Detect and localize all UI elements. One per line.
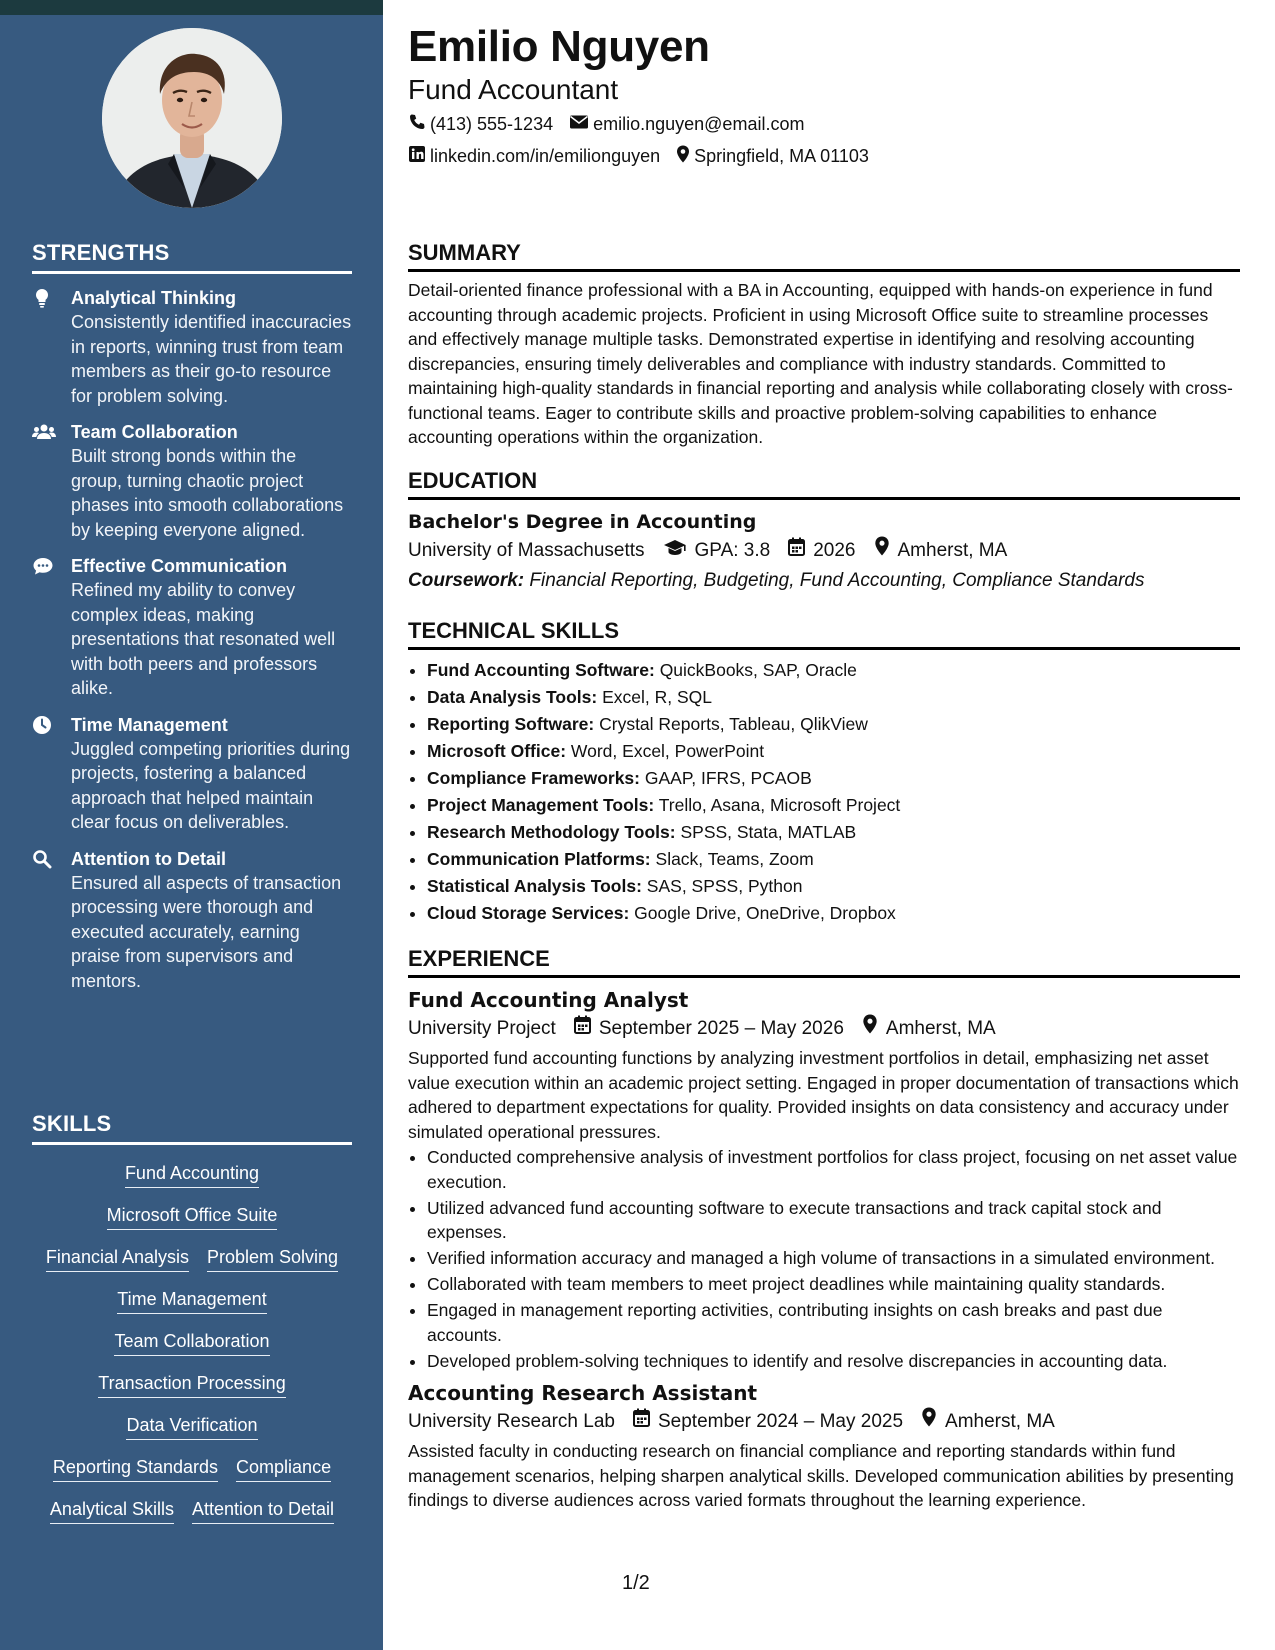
skill-category: Cloud Storage Services: (427, 903, 630, 923)
strength-item (32, 286, 352, 408)
map-pin-icon (862, 1014, 886, 1044)
avatar (102, 28, 282, 208)
strength-item (32, 420, 352, 542)
phone-contact[interactable] (408, 113, 553, 136)
strengths-heading: STRENGTHS (32, 240, 352, 274)
location-text: Amherst, MA (945, 1411, 1055, 1432)
skill-tag: Problem Solving (207, 1245, 338, 1272)
map-pin-icon (921, 1407, 945, 1437)
coursework-label: Coursework: (408, 570, 525, 591)
list-item (427, 846, 1240, 873)
skill-category: Reporting Software: (427, 714, 595, 734)
skills-list (32, 1145, 352, 1524)
coursework-text: Financial Reporting, Budgeting, Fund Accounting, Compliance Standards (529, 570, 1145, 591)
strength-title: Time Management (71, 714, 228, 735)
strength-description: Built strong bonds within the group, turning chaotic project phases into smooth collaborations by keeping everyone aligned. (71, 446, 344, 540)
dates-text: September 2024 – May 2025 (657, 1411, 904, 1432)
list-item: • Developed problem-solving techniques to identify and resolve discrepancies in accounting data. (427, 1349, 1240, 1374)
linkedin-icon (408, 145, 430, 168)
list-item (427, 792, 1240, 819)
list-item: • Engaged in management reporting activities, contributing insights on cash breaks and past due accounts. (427, 1298, 1240, 1347)
year-text: 2026 (813, 540, 856, 561)
technical-skills-heading: TECHNICAL SKILLS (408, 618, 1240, 650)
strength-title: Attention to Detail (71, 848, 226, 869)
page-number: 1/2 (622, 1572, 650, 1594)
list-item (427, 711, 1240, 738)
skill-values: Trello, Asana, Microsoft Project (658, 795, 901, 815)
search-icon (32, 849, 54, 869)
list-item (427, 819, 1240, 846)
location-contact (676, 145, 869, 168)
job-description: Assisted faculty in conducting research on financial compliance and reporting standards within fund management scenarios, helping sharpen analytical skills. Developed communication abilities by presenting findings to diverse audiences across varied formats throughout the learning experience. (408, 1441, 1234, 1510)
strengths-section (32, 240, 352, 993)
education-location (874, 536, 1008, 566)
strength-description: Refined my ability to convey complex ideas, making presentations that resonated well with both peers and professors alike. (71, 580, 336, 698)
job-title: Accounting Research Assistant (408, 1381, 758, 1405)
strength-title: Effective Communication (71, 556, 288, 576)
summary-heading: SUMMARY (408, 240, 1240, 272)
users-icon (32, 422, 54, 442)
coursework (408, 566, 1240, 596)
skill-category: Fund Accounting Software: (427, 660, 655, 680)
strength-item (32, 554, 352, 701)
experience-heading: EXPERIENCE (408, 946, 1240, 978)
email-contact[interactable] (569, 114, 804, 135)
summary-section (408, 240, 1240, 450)
strength-description: Consistently identified inaccuracies in reports, winning trust from team members as their go-to resource for problem solving. (71, 312, 352, 406)
skill-tag: Financial Analysis (46, 1245, 189, 1272)
strength-title: Team Collaboration (71, 422, 238, 442)
clock-icon (32, 715, 54, 735)
contact-line-2 (408, 145, 885, 168)
skills-heading: SKILLS (32, 1111, 352, 1145)
skill-tag: Reporting Standards (53, 1455, 218, 1482)
skill-tag: Attention to Detail (192, 1497, 334, 1524)
skill-values: GAAP, IFRS, PCAOB (644, 768, 812, 788)
list-item: • Conducted comprehensive analysis of investment portfolios for class project, focusing on net asset value execution. (427, 1145, 1240, 1194)
job-location (921, 1407, 1055, 1437)
year-item (788, 536, 855, 566)
job-title: Fund Accounting Analyst (408, 988, 689, 1012)
job-location (862, 1014, 996, 1044)
job-meta (408, 1407, 1240, 1437)
skill-category: Communication Platforms: (427, 849, 651, 869)
strength-title: Analytical Thinking (71, 288, 237, 308)
skill-tag: Time Management (117, 1287, 266, 1314)
skill-values: Crystal Reports, Tableau, QlikView (599, 714, 868, 734)
location-text: Amherst, MA (897, 540, 1008, 561)
list-item: • Utilized advanced fund accounting software to execute transactions and track capital stock and expenses. (427, 1196, 1240, 1245)
calendar-icon (788, 536, 813, 566)
job-bullets (408, 1145, 1240, 1373)
chat-icon (32, 556, 54, 576)
linkedin-contact[interactable] (408, 145, 660, 168)
technical-skills-list (408, 657, 1240, 927)
skill-category: Research Methodology Tools: (427, 822, 676, 842)
sidebar-top-bar (0, 0, 383, 15)
education-section (408, 468, 1240, 596)
contact-line-1 (408, 113, 820, 136)
sidebar (0, 0, 383, 1650)
skill-tag: Analytical Skills (50, 1497, 174, 1524)
strength-description: Ensured all aspects of transaction processing were thorough and executed accurately, earning praise from supervisors and mentors. (71, 872, 342, 991)
skill-values: SPSS, Stata, MATLAB (680, 822, 857, 842)
job-org: University Project (408, 1018, 556, 1039)
skill-values: SAS, SPSS, Python (646, 876, 803, 896)
education-meta (408, 536, 1240, 566)
skill-values: Google Drive, OneDrive, Dropbox (634, 903, 896, 923)
list-item (427, 873, 1240, 900)
skill-category: Statistical Analysis Tools: (427, 876, 642, 896)
skill-values: Word, Excel, PowerPoint (570, 741, 765, 761)
map-pin-icon (874, 536, 898, 566)
skill-tag: Data Verification (126, 1413, 257, 1440)
list-item: • Verified information accuracy and managed a high volume of transactions in a simulated environment. (427, 1246, 1240, 1271)
skill-tag: Microsoft Office Suite (107, 1203, 278, 1230)
skill-tag: Compliance (236, 1455, 331, 1482)
location-text: Springfield, MA 01103 (694, 146, 869, 166)
strength-item (32, 847, 352, 994)
job-entry (408, 1379, 1240, 1513)
email-text: emilio.nguyen@email.com (593, 114, 805, 134)
skill-values: Slack, Teams, Zoom (655, 849, 814, 869)
job-title: Fund Accountant (408, 74, 619, 105)
degree-title: Bachelor's Degree in Accounting (408, 511, 757, 533)
school-name: University of Massachusetts (408, 540, 645, 561)
skill-category: Compliance Frameworks: (427, 768, 640, 788)
gpa-text: GPA: 3.8 (694, 540, 771, 561)
skills-section (32, 1111, 352, 1524)
gpa-item (663, 536, 771, 566)
list-item (427, 765, 1240, 792)
graduation-cap-icon (663, 536, 695, 566)
job-dates (574, 1014, 844, 1044)
experience-section (408, 946, 1240, 1513)
summary-text: Detail-oriented finance professional with a BA in Accounting, equipped with hands-on experience in fund accounting through academic projects. Proficient in using Microsoft Office suite to streamline processes and effectively manage multiple tasks. Demonstrated expertise in identifying and resolving accounting discrepancies, ensuring timely deliverables and compliance with industry standards. Committed to maintaining high-quality standards in financial reporting and analysis while collaborating closely with cross-functional teams. Eager to contribute skills and proactive problem-solving capabilities to enhance accounting operations within the organization. (408, 280, 1233, 447)
calendar-icon (633, 1407, 658, 1437)
skill-tag: Fund Accounting (125, 1161, 259, 1188)
job-entry (408, 986, 1240, 1373)
job-meta (408, 1014, 1240, 1044)
strength-item (32, 713, 352, 835)
list-item: • Collaborated with team members to meet project deadlines while maintaining quality standards. (427, 1272, 1240, 1297)
skill-values: Excel, R, SQL (602, 687, 712, 707)
candidate-name: Emilio Nguyen (408, 22, 710, 71)
skill-tag: Team Collaboration (114, 1329, 269, 1356)
technical-skills-section (408, 618, 1240, 927)
job-org: University Research Lab (408, 1411, 615, 1432)
phone-text: (413) 555-1234 (430, 114, 554, 134)
list-item (427, 738, 1240, 765)
envelope-icon (569, 114, 593, 135)
strength-description: Juggled competing priorities during projects, fostering a balanced approach that helped maintain clear focus on deliverables. (71, 738, 351, 832)
list-item (427, 684, 1240, 711)
calendar-icon (574, 1014, 599, 1044)
job-dates (633, 1407, 903, 1437)
list-item (427, 657, 1240, 684)
skill-values: QuickBooks, SAP, Oracle (659, 660, 857, 680)
skill-tag: Transaction Processing (98, 1371, 285, 1398)
skill-category: Microsoft Office: (427, 741, 567, 761)
job-description: Supported fund accounting functions by analyzing investment portfolios in detail, emphasizing net asset value execution within an academic project setting. Engaged in proper documentation of transactions which adhered to department expectations for quality. Provided insights on data consistency and accuracy under simulated operational pressures. (408, 1048, 1239, 1142)
map-pin-icon (676, 145, 694, 168)
phone-icon (408, 113, 430, 136)
linkedin-text: linkedin.com/in/emilionguyen (430, 146, 661, 166)
education-heading: EDUCATION (408, 468, 1240, 500)
location-text: Amherst, MA (885, 1018, 996, 1039)
skill-category: Project Management Tools: (427, 795, 655, 815)
dates-text: September 2025 – May 2026 (598, 1018, 844, 1039)
list-item (427, 900, 1240, 927)
skill-category: Data Analysis Tools: (427, 687, 598, 707)
lightbulb-icon (32, 288, 54, 308)
